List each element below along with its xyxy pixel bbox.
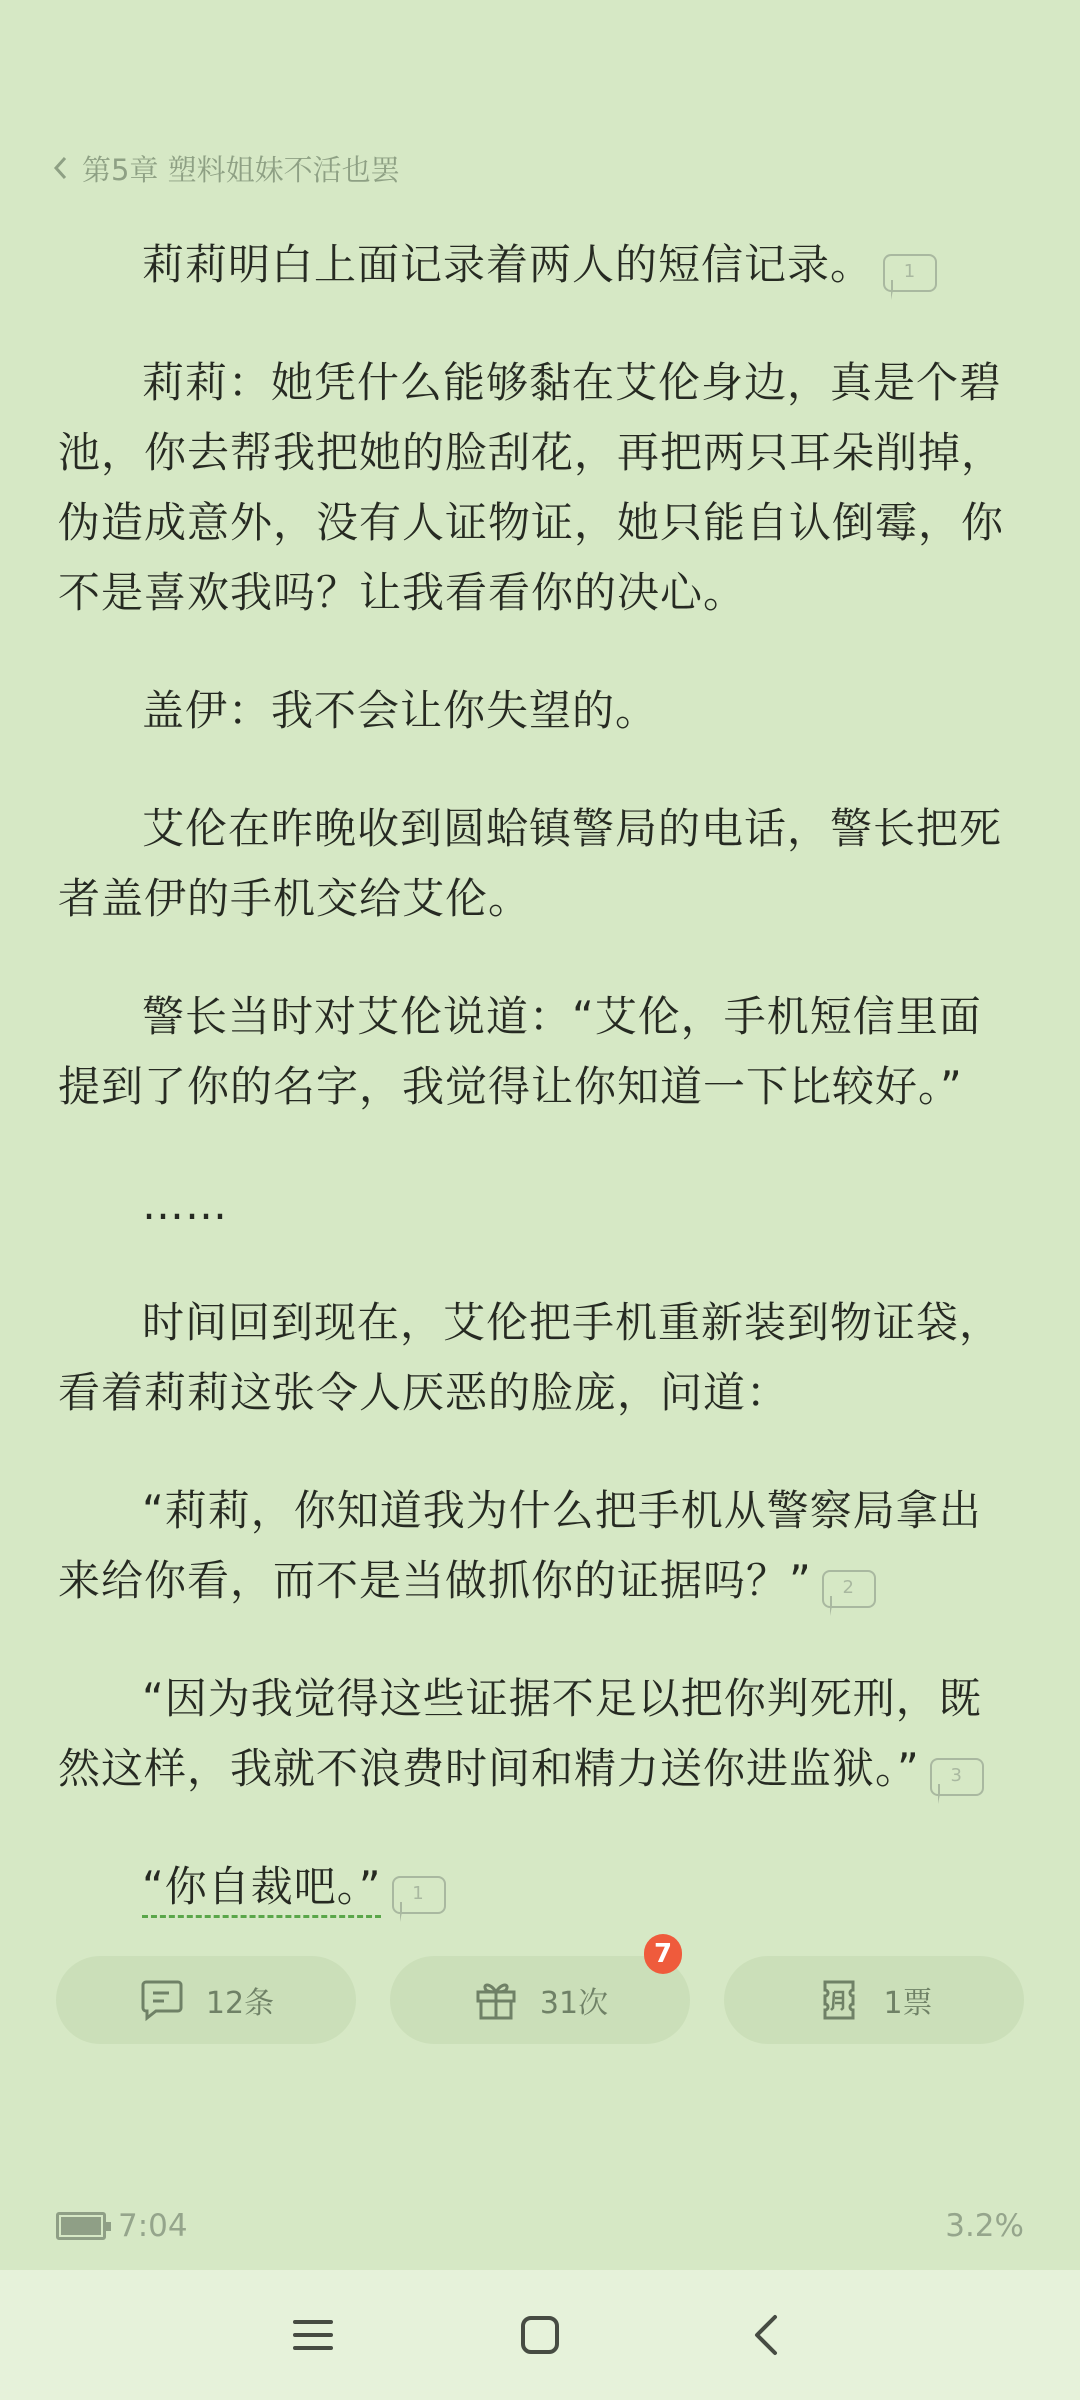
paragraph-comment-badge[interactable]: 2 (822, 1570, 876, 1608)
reader-status-row (56, 2204, 1024, 2248)
paragraph-comment-badge[interactable]: 1 (392, 1876, 446, 1914)
paragraph: “因为我觉得这些证据不足以把你判死刑，既然这样，我就不浪费时间和精力送你进监狱。” 3 (58, 1664, 1023, 1804)
home-square-icon (518, 2313, 562, 2357)
gift-icon (472, 1976, 520, 2024)
paragraph-comment-badge[interactable]: 1 (883, 254, 937, 292)
gift-badge: 7 (644, 1934, 682, 1974)
menu-button[interactable] (273, 2295, 353, 2375)
paragraph-comment-badge[interactable]: 3 (930, 1758, 984, 1796)
comments-count: 12条 (205, 1986, 275, 2021)
gift-button[interactable] (390, 1939, 690, 2044)
back-button[interactable] (727, 2295, 807, 2375)
chapter-content (58, 230, 1023, 1970)
gift-count: 31次 (539, 1986, 609, 2021)
chapter-title: 第5章 塑料姐妹不活也罢 (82, 152, 400, 187)
clock-time: 7:04 (118, 2208, 188, 2244)
chapter-header[interactable] (52, 148, 400, 188)
highlighted-text[interactable]: “你自裁吧。” (142, 1862, 382, 1911)
comment-icon (138, 1976, 186, 2024)
paragraph: 时间回到现在，艾伦把手机重新装到物证袋，看着莉莉这张令人厌恶的脸庞，问道： (58, 1298, 1003, 1417)
paragraph: 莉莉：她凭什么能够黏在艾伦身边，真是个碧池，你去帮我把她的脸刮花，再把两只耳朵削掉，伪造成意外，没有人证物证，她只能自认倒霉，你不是喜欢我吗？让我看看你的决心。 (58, 358, 1005, 617)
monthly-ticket-icon (815, 1976, 863, 2024)
ticket-count: 1票 (883, 1986, 933, 2021)
paragraph: 盖伊：我不会让你失望的。 (142, 686, 659, 735)
paragraph: “莉莉，你知道我为什么把手机从警察局拿出来给你看，而不是当做抓你的证据吗？” 2 (58, 1476, 1023, 1616)
reading-progress: 3.2% (945, 2208, 1024, 2244)
paragraph: …… (142, 1180, 228, 1229)
status-left (56, 2208, 188, 2244)
chevron-left-icon[interactable] (52, 155, 68, 181)
paragraph (58, 1852, 1023, 1922)
chapter-action-bar (56, 1939, 1024, 2046)
monthly-ticket-button[interactable] (724, 1956, 1024, 2044)
home-button[interactable] (500, 2295, 580, 2375)
menu-icon (291, 2313, 335, 2357)
back-chevron-icon (745, 2313, 789, 2357)
battery-icon (56, 2212, 106, 2240)
paragraph: 警长当时对艾伦说道：“艾伦，手机短信里面提到了你的名字，我觉得让你知道一下比较好。” (58, 992, 982, 1111)
paragraph: 莉莉明白上面记录着两人的短信记录。 1 (58, 230, 1023, 300)
system-nav-bar (0, 2270, 1080, 2400)
paragraph: 艾伦在昨晚收到圆蛤镇警局的电话，警长把死者盖伊的手机交给艾伦。 (58, 804, 1003, 923)
comments-button[interactable] (56, 1956, 356, 2044)
